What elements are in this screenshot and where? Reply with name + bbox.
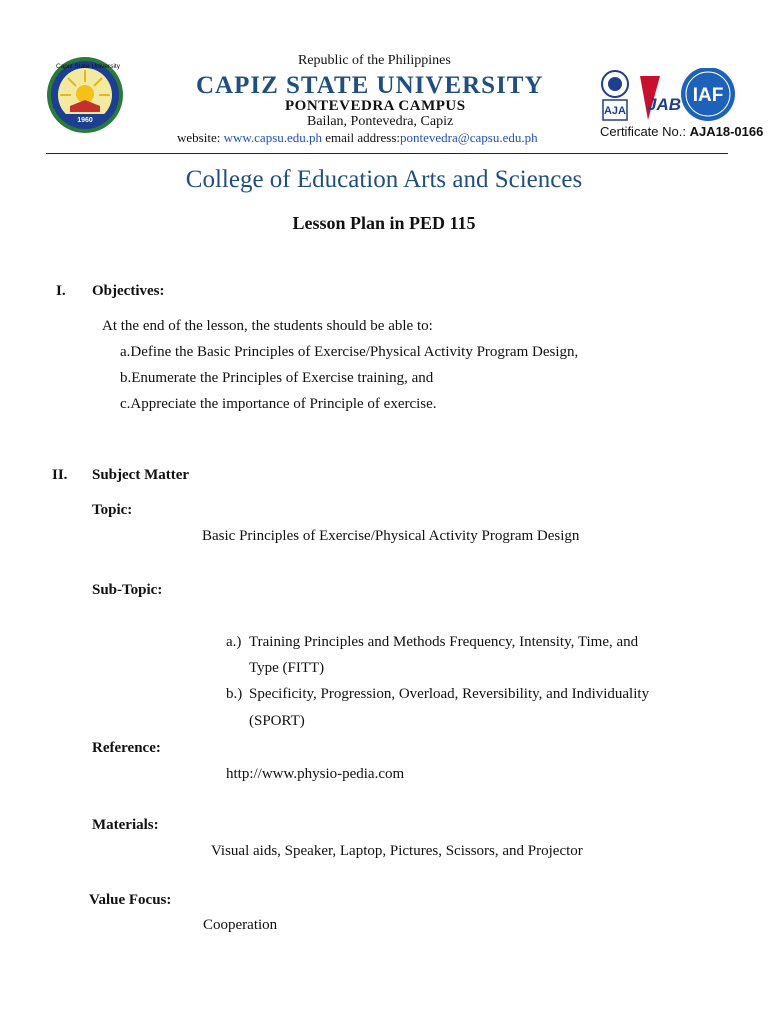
- email-label: email address:: [325, 130, 401, 145]
- certificate-label: Certificate No.:: [600, 124, 686, 139]
- university-name: CAPIZ STATE UNIVERSITY: [196, 72, 544, 99]
- iaf-logo: [681, 68, 735, 121]
- jab-logo: [640, 76, 681, 120]
- subtopic-label: Sub-Topic:: [92, 582, 163, 598]
- university-logo: [46, 56, 124, 134]
- certificate-value: AJA18-0166: [689, 124, 764, 139]
- reference-link[interactable]: http://www.physio-pedia.com: [226, 766, 405, 782]
- materials-value: Visual aids, Speaker, Laptop, Pictures, Scissors, and Projector: [211, 843, 583, 859]
- objectives-heading: Objectives:: [92, 283, 165, 299]
- iaf-logo-text: IAF: [692, 85, 724, 106]
- contact-line: [177, 130, 538, 146]
- subject-matter-numeral: II.: [52, 467, 68, 483]
- subject-matter-heading: Subject Matter: [92, 467, 190, 483]
- objective-letter: a.: [120, 344, 131, 360]
- objective-item: [120, 396, 437, 413]
- objective-letter: b.: [120, 370, 132, 386]
- republic-line: Republic of the Philippines: [298, 53, 451, 68]
- topic-label: Topic:: [92, 502, 133, 518]
- subtopic-line: Training Principles and Methods Frequency, Intensity, Time, and: [249, 634, 639, 650]
- subtopic-line: Type (FITT): [249, 660, 325, 676]
- campus-address: Bailan, Pontevedra, Capiz: [307, 114, 454, 129]
- email-link[interactable]: pontevedra@capsu.edu.ph: [400, 130, 538, 145]
- objective-text: Enumerate the Principles of Exercise training, and: [131, 370, 434, 386]
- campus-name: PONTEVEDRA CAMPUS: [285, 98, 466, 114]
- aja-logo: [602, 71, 628, 120]
- topic-value: Basic Principles of Exercise/Physical Activity Program Design: [202, 528, 580, 544]
- college-title: College of Education Arts and Sciences: [185, 166, 583, 193]
- subtopic-letter: a.): [226, 634, 242, 650]
- objective-text: Appreciate the importance of Principle of exercise.: [130, 396, 437, 412]
- reference-label: Reference:: [92, 740, 161, 756]
- objective-text: Define the Basic Principles of Exercise/Physical Activity Program Design,: [130, 344, 579, 360]
- jab-logo-text: JAB: [647, 95, 682, 114]
- aja-logo-text: AJA: [603, 105, 627, 117]
- website-link[interactable]: www.capsu.edu.ph: [223, 130, 323, 145]
- logo-year: 1960: [77, 117, 93, 124]
- subtopic-letter: b.): [226, 686, 243, 702]
- value-focus-label: Value Focus:: [89, 892, 172, 908]
- objectives-intro: At the end of the lesson, the students should be able to:: [102, 318, 433, 334]
- subtopic-line: Specificity, Progression, Overload, Reversibility, and Individuality: [249, 686, 650, 702]
- objective-item: [120, 370, 433, 387]
- certificate-number: [600, 124, 763, 139]
- objective-letter: c.: [120, 396, 131, 412]
- header-divider: [46, 153, 728, 154]
- website-label: website:: [177, 130, 221, 145]
- objectives-numeral: I.: [56, 283, 66, 299]
- lesson-title: Lesson Plan in PED 115: [292, 213, 476, 233]
- logo-ring-text: Capiz State University: [56, 63, 120, 70]
- subtopic-line: (SPORT): [249, 713, 305, 729]
- value-focus-value: Cooperation: [203, 917, 278, 933]
- materials-label: Materials:: [92, 817, 159, 833]
- objective-item: [120, 344, 578, 361]
